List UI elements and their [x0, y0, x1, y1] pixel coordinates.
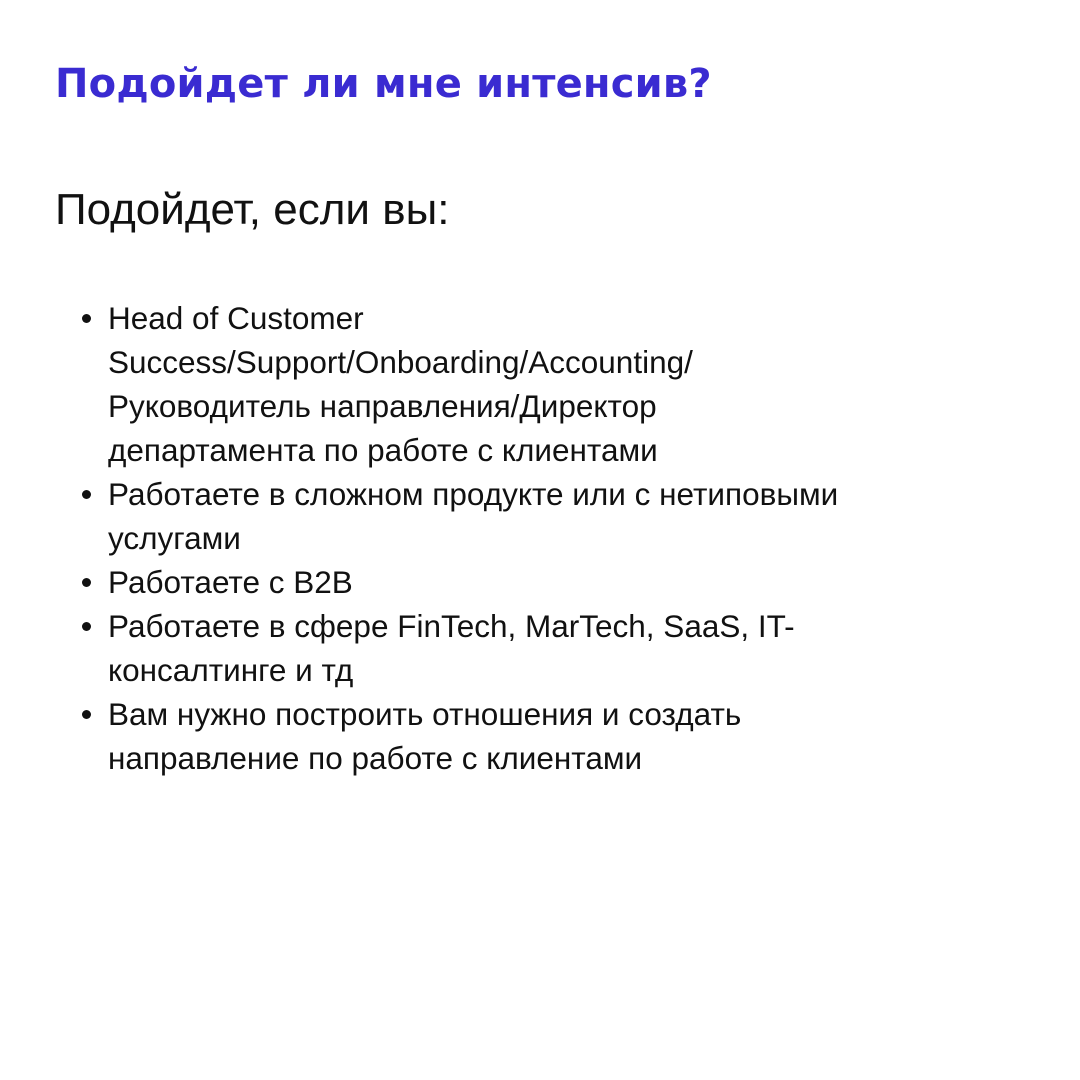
list-item — [108, 604, 1058, 692]
bullet-icon — [82, 578, 91, 587]
list-item-line: Руководитель направления/Директор — [108, 388, 657, 424]
list-item-line: Работаете с B2B — [108, 564, 353, 600]
list-item — [108, 560, 1058, 604]
list-item-text — [108, 560, 1058, 604]
list-item-text — [108, 692, 1058, 780]
slide-subtitle: Подойдет, если вы: — [55, 185, 450, 234]
list-item-line: Вам нужно построить отношения и создать — [108, 696, 742, 732]
list-item — [108, 692, 1058, 780]
bullet-icon — [82, 710, 91, 719]
list-item-line: Работаете в сложном продукте или с нетиповыми — [108, 476, 839, 512]
list-item-line: консалтинге и тд — [108, 652, 354, 688]
criteria-list — [108, 296, 1058, 780]
list-item — [108, 472, 1058, 560]
bullet-icon — [82, 622, 91, 631]
bullet-icon — [82, 490, 91, 499]
list-item-line: департамента по работе с клиентами — [108, 432, 658, 468]
list-item-line: направление по работе с клиентами — [108, 740, 643, 776]
list-item-line: Head of Customer — [108, 300, 364, 336]
list-item — [108, 296, 1058, 472]
list-item-line: Success/Support/Onboarding/Accounting/ — [108, 344, 693, 380]
list-item-text — [108, 472, 1058, 560]
list-item-text — [108, 296, 1058, 472]
slide-title: Подойдет ли мне интенсив? — [55, 61, 712, 107]
list-item-line: Работаете в сфере FinTech, MarTech, SaaS, IT- — [108, 608, 795, 644]
list-item-line: услугами — [108, 520, 241, 556]
bullet-icon — [82, 314, 91, 323]
list-item-text — [108, 604, 1058, 692]
